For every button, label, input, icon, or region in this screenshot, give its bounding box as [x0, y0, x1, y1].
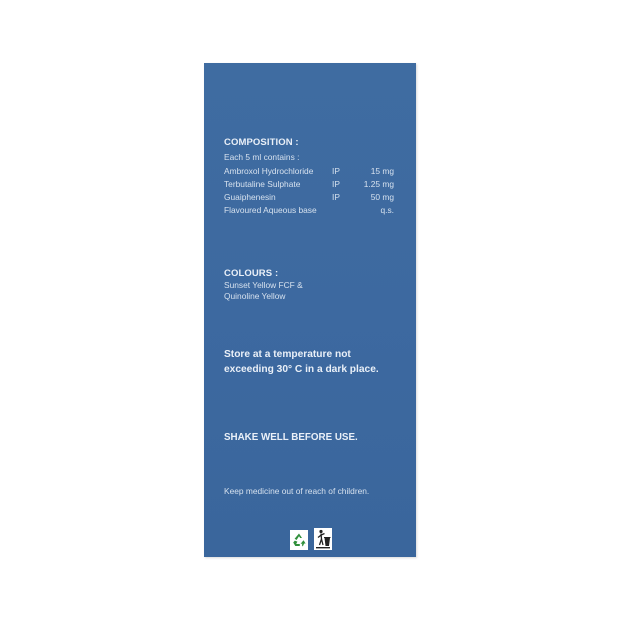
ingredient-grade: IP: [332, 166, 340, 176]
ingredient-grade: IP: [332, 192, 340, 202]
colours-line-2: Quinoline Yellow: [224, 291, 286, 301]
disposal-icons: [290, 528, 332, 550]
ingredient-name: Guaiphenesin: [224, 192, 276, 202]
storage-line-2: exceeding 30° C in a dark place.: [224, 364, 379, 375]
storage-line-1: Store at a temperature not: [224, 349, 351, 360]
ingredient-name: Terbutaline Sulphate: [224, 179, 301, 189]
ingredient-name: Flavoured Aqueous base: [224, 205, 317, 215]
ingredient-grade: IP: [332, 179, 340, 189]
ingredient-amount: 50 mg: [370, 192, 394, 202]
colours-heading: COLOURS :: [224, 268, 279, 279]
composition-heading: COMPOSITION :: [224, 137, 299, 148]
recycle-icon: [290, 530, 308, 550]
composition-intro: Each 5 ml contains :: [224, 152, 300, 162]
medicine-box-panel: [204, 63, 416, 557]
keep-away-warning: Keep medicine out of reach of children.: [224, 486, 370, 496]
ingredient-name: Ambroxol Hydrochloride: [224, 166, 314, 176]
ingredient-amount: 15 mg: [370, 166, 394, 176]
colours-line-1: Sunset Yellow FCF &: [224, 280, 303, 290]
ingredient-amount: q.s.: [380, 205, 394, 215]
ingredient-amount: 1.25 mg: [363, 179, 394, 189]
dispose-in-bin-icon: [314, 528, 332, 550]
shake-warning: SHAKE WELL BEFORE USE.: [224, 432, 358, 443]
